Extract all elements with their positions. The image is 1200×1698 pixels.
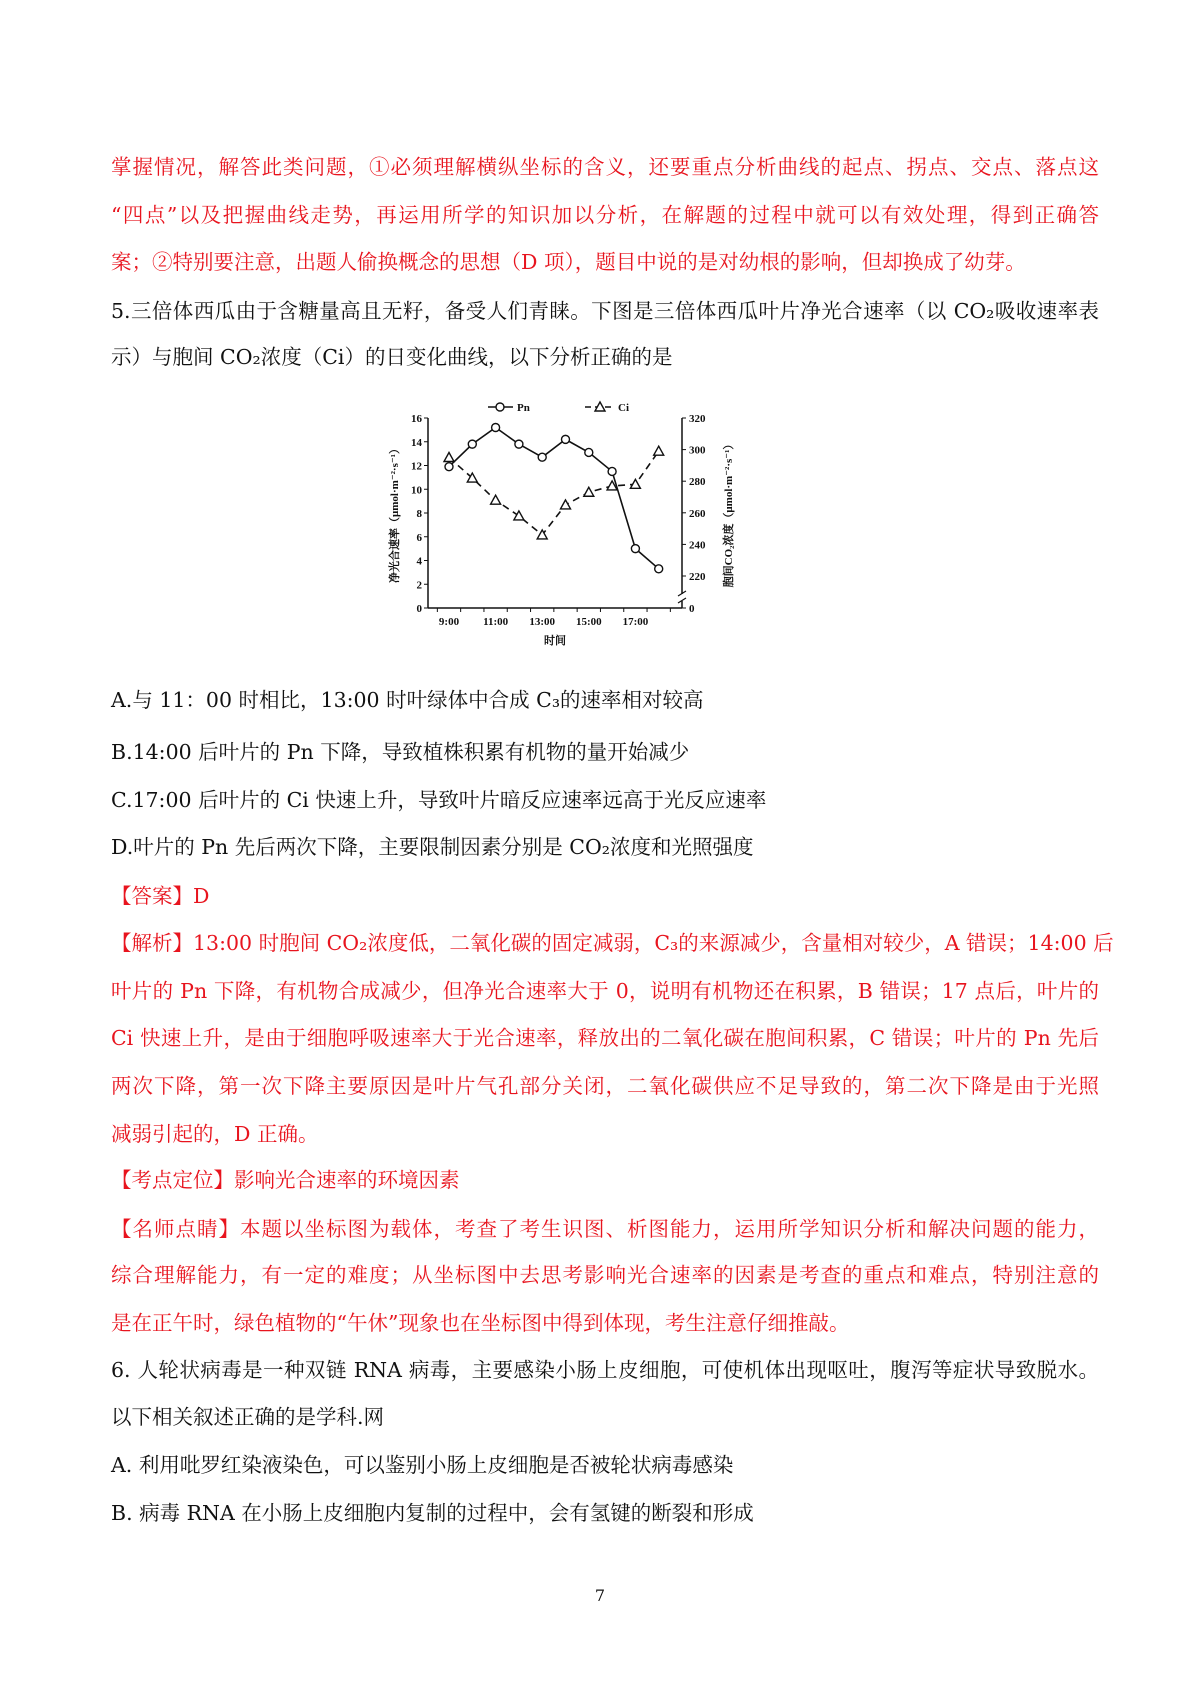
question-6-stem: 6. 人轮状病毒是一种双链 RNA 病毒，主要感染小肠上皮细胞，可使机体出现呕吐，腹泻等症状导致脱水。 xyxy=(111,1358,1099,1382)
pn-point xyxy=(585,448,593,456)
y-left-tick-label: 16 xyxy=(411,413,422,425)
y-right-axis-label: 胞间CO₂浓度（μmol·m⁻²·s⁻¹） xyxy=(723,438,735,588)
explanation-line: 掌握情况，解答此类问题，①必须理解横纵坐标的含义，还要重点分析曲线的起点、拐点、交点、落点这 xyxy=(111,155,1099,179)
teacher-notes-line: 综合理解能力，有一定的难度；从坐标图中去思考影响光合速率的因素是考查的重点和难点，特别注意的 xyxy=(111,1263,1099,1287)
pn-point xyxy=(468,440,476,448)
y-left-tick-label: 14 xyxy=(411,436,422,449)
pn-point xyxy=(538,453,546,461)
axis-break-mark xyxy=(678,591,686,603)
y-left-tick-label: 0 xyxy=(416,603,422,615)
ci-point xyxy=(584,487,594,496)
pn-point xyxy=(445,463,453,471)
y-right-tick-label: 280 xyxy=(689,476,706,489)
analysis-line: 叶片的 Pn 下降，有机物合成减少，但净光合速率大于 0，说明有机物还在积累，B 错误；17 点后，叶片的 xyxy=(111,979,1099,1003)
x-tick-label: 9:00 xyxy=(438,616,460,628)
ci-point xyxy=(514,511,524,520)
y-left-tick-label: 8 xyxy=(416,508,422,520)
answer: 【答案】D xyxy=(111,884,210,908)
analysis-line: 减弱引起的，D 正确。 xyxy=(111,1122,319,1146)
pn-point xyxy=(631,545,639,553)
x-tick-label: 17:00 xyxy=(622,616,649,628)
y-left-tick-label: 4 xyxy=(416,555,422,568)
ci-point xyxy=(491,495,501,504)
y-left-tick-label: 2 xyxy=(416,579,422,592)
explanation-line: “四点”以及把握曲线走势，再运用所学的知识加以分析，在解题的过程中就可以有效处理，得到正确答 xyxy=(111,203,1099,227)
analysis-line: Ci 快速上升，是由于细胞呼吸速率大于光合速率，释放出的二氧化碳在胞间积累，C 错误；叶片的 Pn 先后 xyxy=(111,1026,1099,1050)
y-left-tick-label: 6 xyxy=(416,531,422,544)
x-tick-label: 13:00 xyxy=(529,616,556,628)
legend-pn-marker xyxy=(496,403,504,411)
teacher-notes-line: 【名师点睛】本题以坐标图为载体，考查了考生识图、析图能力，运用所学知识分析和解决问题的能力， xyxy=(111,1217,1099,1241)
x-tick-label: 11:00 xyxy=(483,616,509,628)
question-5-stem: 示）与胞间 CO₂浓度（Ci）的日变化曲线，以下分析正确的是 xyxy=(111,345,673,369)
question-5-stem: 5.三倍体西瓜由于含糖量高且无籽，备受人们青睐。下图是三倍体西瓜叶片净光合速率（以 CO₂吸收速率表 xyxy=(111,299,1099,323)
page-number: 7 xyxy=(594,1586,606,1605)
legend-ci-label: Ci xyxy=(618,402,629,414)
pn-point xyxy=(608,467,616,475)
option-c: C.17:00 后叶片的 Ci 快速上升，导致叶片暗反应速率远高于光反应速率 xyxy=(111,788,767,812)
y-right-tick-label: 220 xyxy=(689,571,706,583)
y-right-tick-label: 320 xyxy=(689,413,706,425)
y-right-tick-label: 300 xyxy=(689,444,706,457)
ci-point xyxy=(654,446,664,455)
ci-point xyxy=(561,500,571,509)
x-tick-label: 15:00 xyxy=(575,616,602,628)
question-6-stem: 以下相关叙述正确的是学科.网 xyxy=(111,1405,385,1429)
option-b: B.14:00 后叶片的 Pn 下降，导致植株积累有机物的量开始减少 xyxy=(111,740,690,764)
y-left-tick-label: 10 xyxy=(411,484,422,497)
option-a: A. 利用吡罗红染液染色，可以鉴别小肠上皮细胞是否被轮状病毒感染 xyxy=(111,1453,734,1477)
ci-point xyxy=(444,453,454,462)
pn-ci-chart xyxy=(0,0,1200,700)
option-b: B. 病毒 RNA 在小肠上皮细胞内复制的过程中，会有氢键的断裂和形成 xyxy=(111,1501,754,1525)
option-d: D.叶片的 Pn 先后两次下降，主要限制因素分别是 CO₂浓度和光照强度 xyxy=(111,835,754,859)
pn-line xyxy=(449,428,659,569)
option-a: A.与 11：00 时相比，13:00 时叶绿体中合成 C₃的速率相对较高 xyxy=(111,688,704,712)
explanation-line: 案；②特别要注意，出题人偷换概念的思想（D 项），题目中说的是对幼根的影响，但却换成了幼芽。 xyxy=(111,250,1026,274)
teacher-notes-line: 是在正午时，绿色植物的“午休”现象也在坐标图中得到体现，考生注意仔细推敲。 xyxy=(111,1311,850,1335)
y-right-tick-label: 240 xyxy=(689,539,706,552)
y-right-tick-label: 0 xyxy=(689,603,695,615)
x-axis-label: 时间 xyxy=(544,635,566,647)
y-left-axis-label: 净光合速率（μmol·m⁻²·s⁻¹） xyxy=(389,443,401,583)
pn-point xyxy=(562,435,570,443)
analysis-line: 两次下降，第一次下降主要原因是叶片气孔部分关闭，二氧化碳供应不足导致的，第二次下降是由于光照 xyxy=(111,1074,1099,1098)
pn-point xyxy=(492,424,500,432)
y-left-tick-label: 12 xyxy=(411,460,422,473)
y-right-tick-label: 260 xyxy=(689,507,706,520)
pn-point xyxy=(655,565,663,573)
legend-pn-label: Pn xyxy=(517,402,530,414)
analysis-line: 【解析】13:00 时胞间 CO₂浓度低，二氧化碳的固定减弱，C₃的来源减少，含量相对较少，A 错误；14:00 后 xyxy=(111,931,1114,955)
key-point: 【考点定位】影响光合速率的环境因素 xyxy=(111,1168,460,1192)
pn-point xyxy=(515,440,523,448)
